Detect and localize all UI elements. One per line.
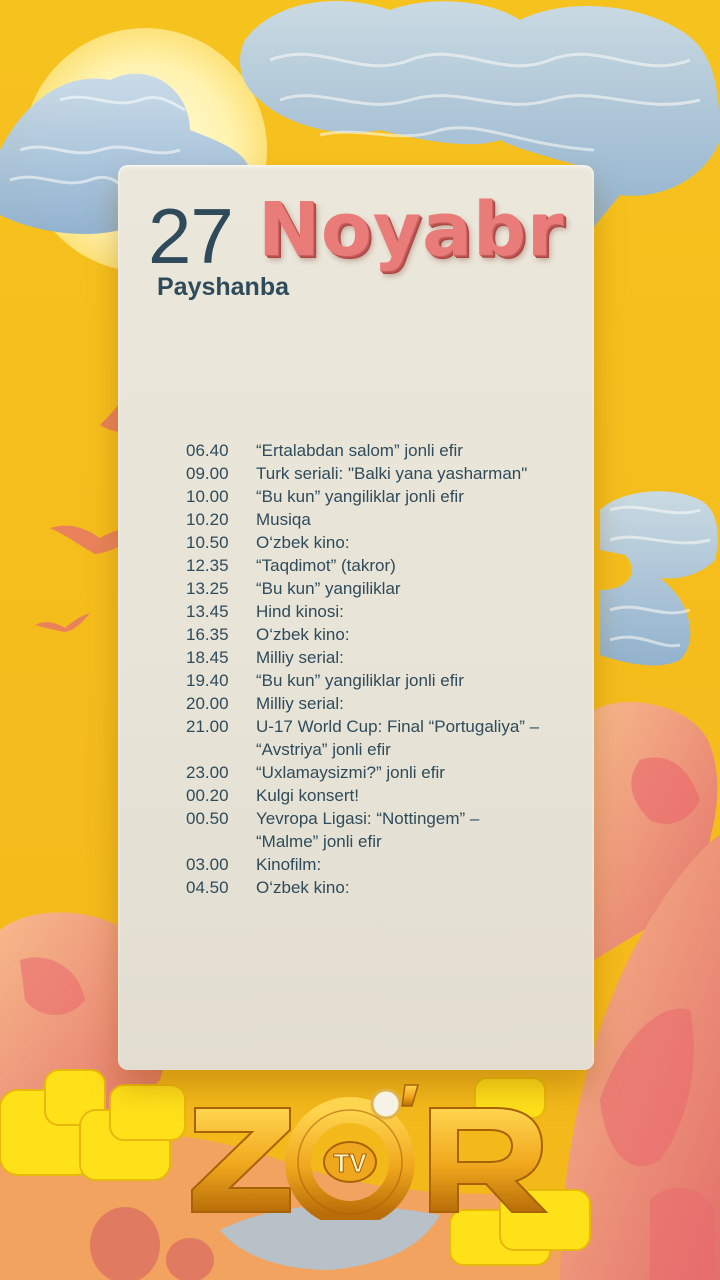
schedule-title: Turk seriali: "Balki yana yasharman" [256, 464, 528, 483]
schedule-time: 20.00 [186, 694, 229, 713]
schedule-time: 18.45 [186, 648, 229, 667]
schedule-title: O‘zbek kino: [256, 625, 350, 644]
schedule-row [186, 485, 566, 508]
schedule-time: 03.00 [186, 855, 229, 874]
schedule-row [186, 784, 566, 807]
schedule-list [186, 439, 566, 899]
schedule-row [186, 623, 566, 646]
schedule-title: Hind kinosi: [256, 602, 344, 621]
schedule-row [186, 807, 566, 853]
schedule-time: 04.50 [186, 878, 229, 897]
schedule-title: “Taqdimot” (takror) [256, 556, 396, 575]
schedule-title: Milliy serial: [256, 648, 344, 667]
schedule-title: U-17 World Cup: Final “Portugaliya” – “Avstriya” jonli efir [256, 717, 540, 759]
schedule-title: “Bu kun” yangiliklar [256, 579, 401, 598]
schedule-row [186, 715, 566, 761]
schedule-row [186, 439, 566, 462]
schedule-row [186, 577, 566, 600]
schedule-time: 12.35 [186, 556, 229, 575]
schedule-time: 13.45 [186, 602, 229, 621]
schedule-time: 00.20 [186, 786, 229, 805]
schedule-row [186, 669, 566, 692]
schedule-title: O‘zbek kino: [256, 533, 350, 552]
schedule-row [186, 600, 566, 623]
zor-tv-logo [190, 1080, 550, 1220]
schedule-row [186, 531, 566, 554]
schedule-title: “Bu kun” yangiliklar jonli efir [256, 671, 464, 690]
schedule-row [186, 853, 566, 876]
schedule-title: O‘zbek kino: [256, 878, 350, 897]
schedule-row [186, 692, 566, 715]
schedule-time: 06.40 [186, 441, 229, 460]
logo-badge-text: TV [333, 1148, 367, 1178]
schedule-title: Kinofilm: [256, 855, 322, 874]
schedule-time: 23.00 [186, 763, 229, 782]
schedule-time: 13.25 [186, 579, 229, 598]
schedule-title: Musiqa [256, 510, 311, 529]
schedule-time: 09.00 [186, 464, 229, 483]
schedule-time: 00.50 [186, 809, 229, 828]
schedule-title: “Bu kun” yangiliklar jonli efir [256, 487, 464, 506]
schedule-time: 19.40 [186, 671, 229, 690]
schedule-title: Kulgi konsert! [256, 786, 359, 805]
schedule-row [186, 761, 566, 784]
date-day: 27 [148, 192, 233, 280]
schedule-row [186, 508, 566, 531]
schedule-row [186, 646, 566, 669]
schedule-time: 10.50 [186, 533, 229, 552]
schedule-row [186, 876, 566, 899]
schedule-title: Yevropa Ligasi: “Nottingem” – “Malme” jonli efir [256, 809, 480, 851]
schedule-time: 16.35 [186, 625, 229, 644]
schedule-title: “Uxlamaysizmi?” jonli efir [256, 763, 445, 782]
date-month: Noyabr [258, 187, 565, 273]
schedule-time: 21.00 [186, 717, 229, 736]
schedule-row [186, 554, 566, 577]
schedule-title: “Ertalabdan salom” jonli efir [256, 441, 463, 460]
schedule-time: 10.20 [186, 510, 229, 529]
schedule-title: Milliy serial: [256, 694, 344, 713]
date-weekday: Payshanba [157, 273, 290, 301]
schedule-row [186, 462, 566, 485]
schedule-time: 10.00 [186, 487, 229, 506]
